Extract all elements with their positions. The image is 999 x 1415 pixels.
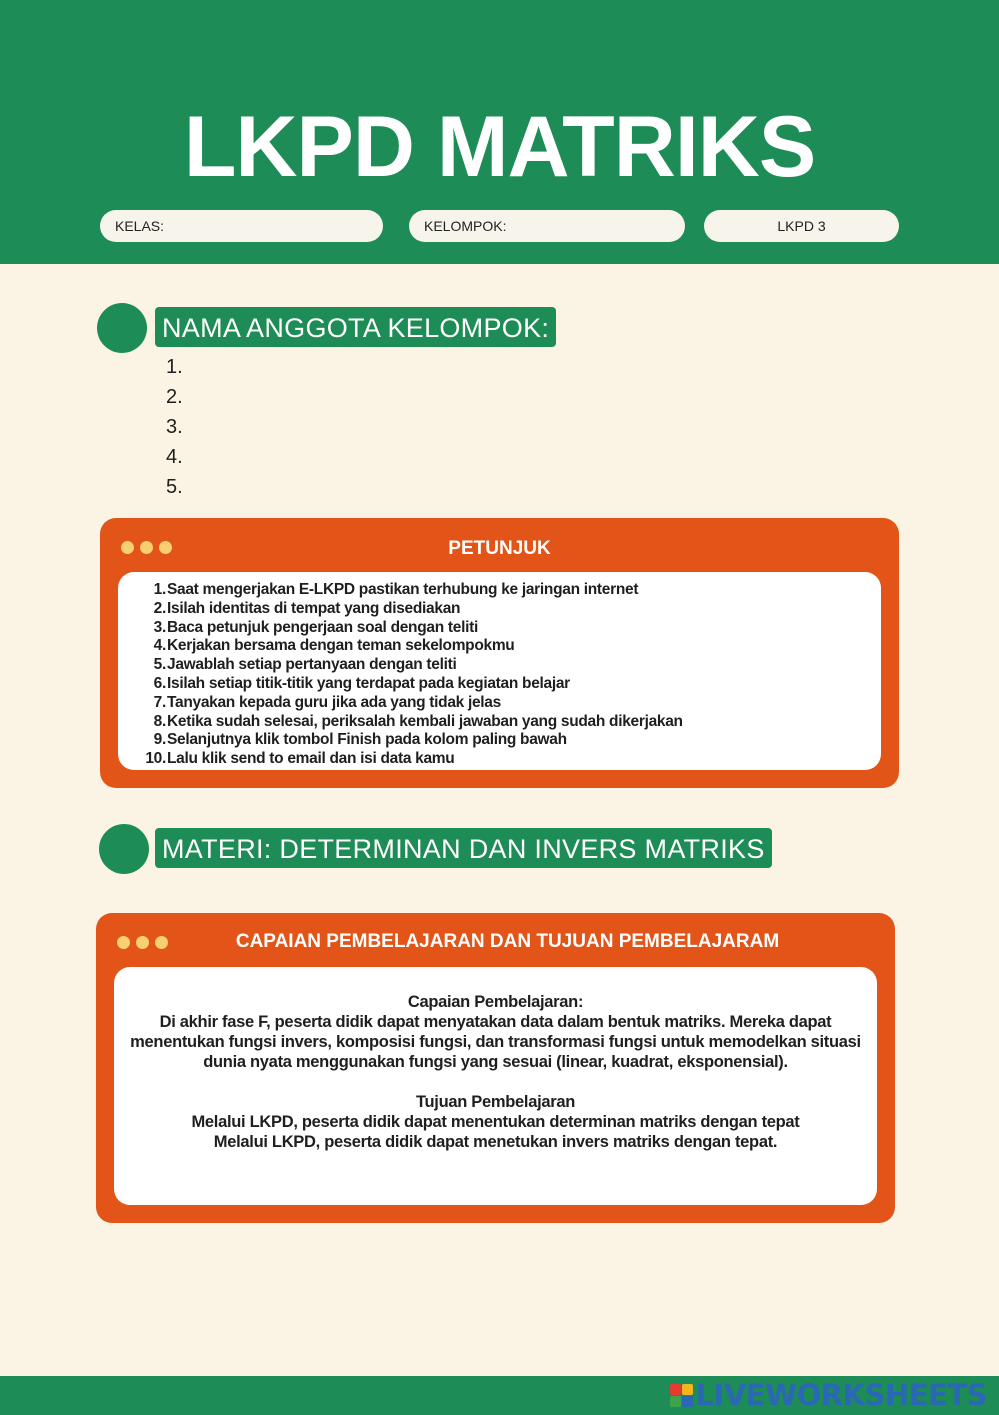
list-item: 1. Saat mengerjakan E-LKPD pastikan terhubung ke jaringan internet [153, 581, 639, 598]
materi-section-title: MATERI: DETERMINAN DAN INVERS MATRIKS [155, 828, 772, 868]
section-bullet-circle [99, 824, 149, 874]
cp-line: menentukan fungsi invers, komposisi fungsi, dan transformasi fungsi untuk memodelkan situasi [130, 1033, 861, 1051]
member-number: 2. [166, 386, 183, 408]
member-number: 1. [166, 356, 183, 378]
list-item: 2. Isilah identitas di tempat yang disediakan [153, 599, 461, 617]
kelompok-field[interactable] [409, 210, 685, 242]
list-item: 7. Tanyakan kepada guru jika ada yang tidak jelas [153, 693, 501, 711]
tp-line: Melalui LKPD, peserta didik dapat menentukan determinan matriks dengan tepat [191, 1113, 800, 1131]
cp-heading: Capaian Pembelajaran: [407, 993, 584, 1011]
cp-line: dunia nyata menggunakan fungsi yang sesuai (linear, kuadrat, eksponensial). [203, 1053, 788, 1071]
list-item: 5. Jawablah setiap pertanyaan dengan teliti [153, 656, 457, 674]
kelompok-label: KELOMPOK: [424, 218, 507, 234]
members-list [166, 352, 183, 502]
list-item: 9. Selanjutnya klik tombol Finish pada kolom paling bawah [153, 731, 567, 749]
lkpd-label: LKPD 3 [777, 218, 826, 234]
kelas-field[interactable] [100, 210, 383, 242]
capaian-title: CAPAIAN PEMBELAJARAN DAN TUJUAN PEMBELAJARAM [235, 931, 780, 952]
section-bullet-circle [97, 303, 147, 353]
list-item: 8. Ketika sudah selesai, periksalah kembali jawaban yang sudah dikerjakan [153, 712, 683, 730]
list-item: 3. Baca petunjuk pengerjaan soal dengan teliti [153, 618, 478, 636]
petunjuk-list [140, 581, 683, 769]
liveworksheets-icon [670, 1384, 693, 1407]
cp-line: Di akhir fase F, peserta didik dapat menyatakan data dalam bentuk matriks. Mereka dapat [159, 1013, 832, 1031]
kelas-label: KELAS: [115, 218, 165, 234]
member-number: 5. [166, 476, 183, 498]
tp-heading: Tujuan Pembelajaran [415, 1093, 576, 1111]
tp-line: Melalui LKPD, peserta didik dapat menetukan invers matriks dengan tepat. [213, 1133, 778, 1151]
page-title: LKPD MATRIKS [183, 99, 816, 195]
members-section-title: NAMA ANGGOTA KELOMPOK: [155, 307, 556, 347]
capaian-text [114, 992, 877, 1152]
list-item: 4. Kerjakan bersama dengan teman sekelompokmu [153, 637, 515, 655]
liveworksheets-logo[interactable] [670, 1378, 987, 1412]
list-item: 10. Lalu klik send to email dan isi data kamu [145, 750, 455, 768]
list-item: 6. Isilah setiap titik-titik yang terdapat pada kegiatan belajar [153, 674, 570, 692]
petunjuk-title: PETUNJUK [448, 538, 551, 559]
member-number: 4. [166, 446, 183, 468]
lkpd-badge [704, 210, 899, 242]
member-number: 3. [166, 416, 183, 438]
liveworksheets-wordmark: LIVEWORKSHEETS [695, 1378, 987, 1412]
